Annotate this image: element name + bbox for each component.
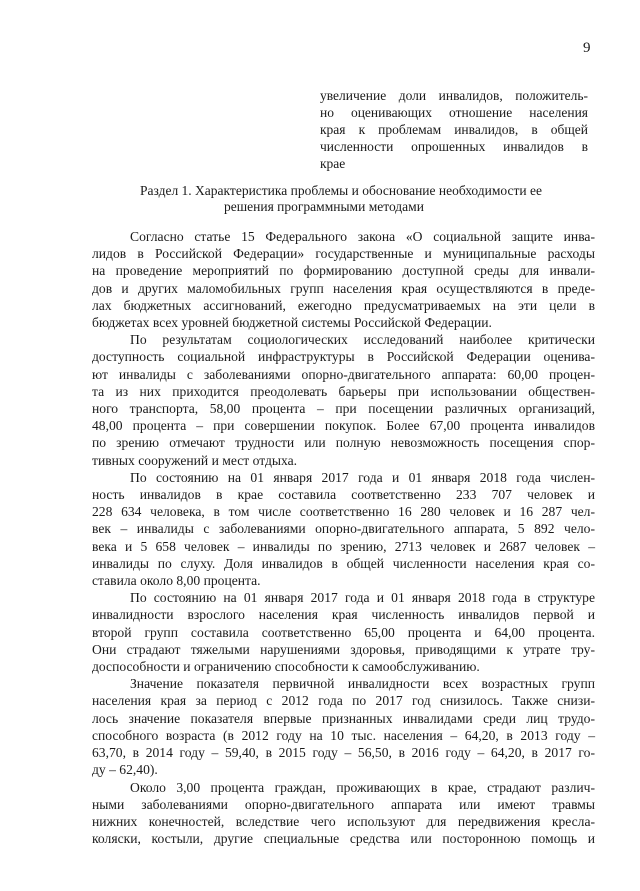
text-line: 228 634 человека, в том числе соответственно 16 280 человек и 16 287 чел- bbox=[92, 504, 595, 520]
section-heading bbox=[140, 183, 580, 215]
table-cell-line: увеличение доли инвалидов, положитель- bbox=[320, 88, 588, 103]
text-line: нижних конечностей, вследствие чего используют для передвижения кресла- bbox=[92, 813, 595, 829]
table-cell-line: крае bbox=[320, 156, 346, 171]
text-line: По состоянию на 01 января 2017 года и 01 января 2018 года в структуре bbox=[130, 590, 595, 606]
text-line: 63,70, в 2014 году – 59,40, в 2015 году – 56,50, в 2016 году – 64,20, в 2017 го- bbox=[92, 745, 595, 761]
text-line: По результатам социологических исследований наиболее критически bbox=[130, 332, 595, 348]
text-line: доспособности и ограничению способности к самообслуживанию. bbox=[92, 659, 480, 675]
text-line: населения края за период с 2012 года по 2017 год снизилось. Также снизи- bbox=[92, 693, 595, 709]
text-line: 48,00 процента – при совершении покупок. Более 67,00 процента инвалидов bbox=[92, 418, 595, 434]
paragraph bbox=[92, 589, 595, 675]
text-line: Значение показателя первичной инвалидности всех возрастных групп bbox=[130, 676, 595, 692]
table-cell-line: края к проблемам инвалидов, в общей bbox=[320, 122, 588, 137]
paragraph bbox=[92, 779, 595, 848]
text-line: ность инвалидов в крае составила соответственно 233 707 человек и bbox=[92, 487, 595, 503]
text-line: века и 5 658 человек – инвалиды по зрению, 2713 человек и 2687 человек – bbox=[92, 538, 595, 554]
text-line: ными заболеваниями опорно-двигательного аппарата или имеют травмы bbox=[92, 796, 595, 812]
table-cell-line: но оценивающих отношение населения bbox=[320, 105, 588, 120]
text-line: способного возраста (в 2012 году на 10 тыс. населения – 64,20, в 2013 году – bbox=[92, 727, 595, 743]
text-line: на проведение мероприятий по формированию доступной среды для инвали- bbox=[92, 263, 595, 279]
text-line: ду – 62,40). bbox=[92, 762, 158, 778]
paragraph bbox=[92, 469, 595, 589]
text-line: лось значение показателя впервые признанных инвалидами среди лиц трудо- bbox=[92, 710, 595, 726]
text-line: бюджетах всех уровней бюджетной системы Российской Федерации. bbox=[92, 315, 492, 331]
section-heading-line: решения программными методами bbox=[224, 199, 424, 214]
text-line: лах бюджетных ассигнований, ежегодно предусматриваемых на эти цели в bbox=[92, 297, 595, 313]
text-line: Они страдают тяжелыми нарушениями здоровья, приводящими к утрате тру- bbox=[92, 641, 595, 657]
table-cell-line: численности опрошенных инвалидов в bbox=[320, 139, 588, 154]
text-line: инвалиды по слуху. Доля инвалидов в общей численности населения края со- bbox=[92, 555, 595, 571]
text-line: дов и других маломобильных групп населения края осуществляются в преде- bbox=[92, 280, 595, 296]
text-line: коляски, костыли, другие специальные средства или посторонною помощь и bbox=[92, 831, 595, 847]
text-line: тивных сооружений и мест отдыха. bbox=[92, 452, 298, 468]
text-line: По состоянию на 01 января 2017 года и 01 января 2018 года числен- bbox=[130, 469, 595, 485]
section-heading-line: Раздел 1. Характеристика проблемы и обоснование необходимости ее bbox=[140, 183, 542, 198]
body-text bbox=[92, 228, 595, 847]
text-line: Согласно статье 15 Федерального закона «О социальной защите инва- bbox=[130, 229, 595, 244]
table-cell-fragment bbox=[320, 87, 588, 172]
text-line: по зрению отмечают трудности или полную невозможность посещения спор- bbox=[92, 435, 595, 451]
text-line: инвалидности взрослого населения края численность инвалидов первой и bbox=[92, 607, 595, 623]
text-line: ставила около 8,00 процента. bbox=[92, 573, 261, 589]
paragraph bbox=[92, 331, 595, 469]
text-line: век – инвалиды с заболеваниями опорно-двигательного аппарата, 5 892 чело- bbox=[92, 521, 595, 537]
text-line: второй групп составила соответственно 65,00 процента и 64,00 процента. bbox=[92, 624, 595, 640]
text-line: Около 3,00 процента граждан, проживающих в крае, страдают различ- bbox=[130, 779, 595, 795]
page-number: 9 bbox=[583, 40, 591, 56]
text-line: ют инвалиды с заболеваниями опорно-двигательного аппарата: 60,00 процен- bbox=[92, 366, 595, 382]
text-line: доступность социальной инфраструктуры в Российской Федерации оценива- bbox=[92, 349, 595, 365]
text-line: лидов в Российской Федерации» государственные и муниципальные расходы bbox=[92, 246, 595, 262]
paragraph bbox=[92, 228, 595, 331]
paragraph bbox=[92, 675, 595, 778]
text-line: та из них приходится преодолевать барьеры при использовании обществен- bbox=[92, 383, 595, 399]
text-line: ного транспорта, 58,00 процента – при посещении различных организаций, bbox=[92, 401, 595, 417]
